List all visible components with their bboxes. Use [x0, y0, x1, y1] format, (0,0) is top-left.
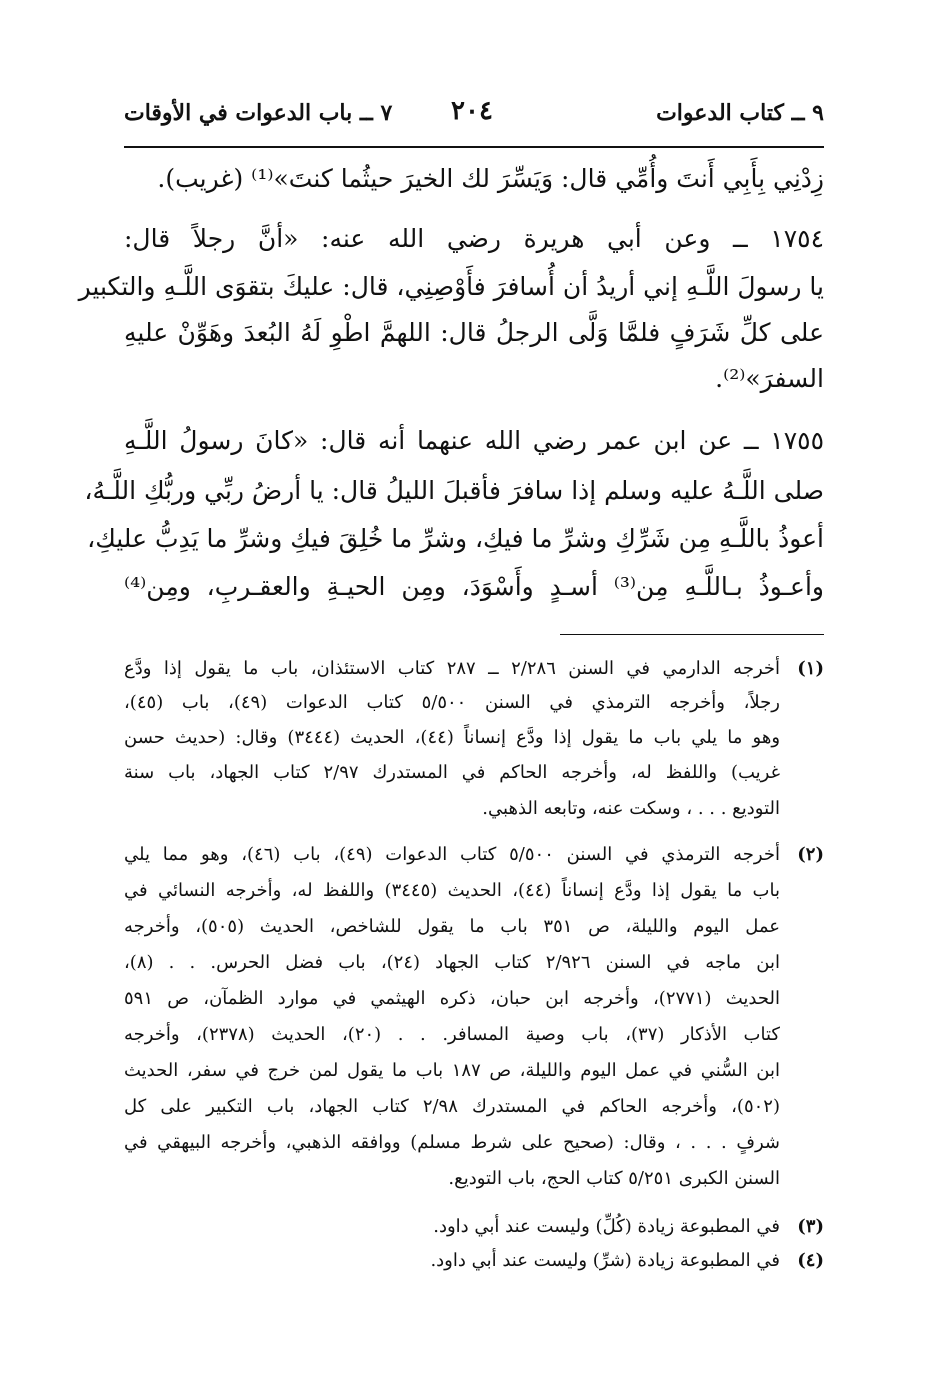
footnote-line: رجلاً، وأخرجه الترمذي في السنن ٥/٥٠٠ كتاب الدعوات (٤٩)، باب (٤٥)،	[124, 692, 780, 713]
footnote-line: غريب) واللفظ له، وأخرجه الحاكم في المستدرك ٢/٩٧ كتاب الجهاد، باب سنة	[124, 762, 780, 783]
footnote-line: (٥٠٢)، وأخرجه الحاكم في المستدرك ٢/٩٨ كتاب الجهاد، باب التكبير على كل	[124, 1096, 780, 1117]
footnote-mark: (٢)	[797, 844, 824, 865]
footnote-line: الحديث (٢٧٧١)، وأخرجه ابن حبان، ذكره الهيثمي في موارد الظمآن، ص ٥٩١	[124, 988, 780, 1009]
body-line: يا رسولَ اللَّـهِ إني أريدُ أن أُسافرَ فأَوْصِنِي، قال: عليكَ بتقوَى اللَّـهِ والتكبير	[78, 272, 824, 301]
chapter-title: ٩ ــ كتاب الدعوات	[656, 100, 824, 126]
footnote-line: في المطبوعة زيادة (كُلِّ) وليست عند أبي داود.	[433, 1216, 780, 1237]
hadith-1754-opening-line: ١٧٥٤ ــ وعن أبي هريرة رضي الله عنه: «أنَّ رجلاً قال:	[124, 224, 824, 253]
hadith-1755-opening-line: ١٧٥٥ ــ عن ابن عمر رضي الله عنهما أنه قال: «كانَ رسولُ اللَّـهِ	[124, 426, 824, 455]
section-title: ٧ ــ باب الدعوات في الأوقات	[124, 100, 393, 126]
footnote-mark: (٣)	[797, 1216, 824, 1237]
footnote-mark: (٤)	[797, 1250, 824, 1271]
body-line: أعوذُ باللَّـهِ مِن شَرِّكِ وشرِّ ما فيكِ، وشرِّ ما خُلِقَ فيكِ وشرِّ ما يَدِبُّ عليكِ،	[87, 524, 824, 553]
footnote-line: أخرجه الترمذي في السنن ٥/٥٠٠ كتاب الدعوات (٤٩)، باب (٤٦)، وهو مما يلي	[124, 844, 780, 865]
body-line: وأعـوذُ بـاللَّـهِ مِن⁽³⁾ أسـدٍ وأَسْوَدَ، ومِن الحيـةِ والعقـربِ، ومِن⁽⁴⁾	[124, 572, 824, 601]
footnote-line: باب ما يقول إذا ودَّع إنساناً (٤٤)، الحديث (٣٤٤٥) واللفظ له، وأخرجه النسائي في	[124, 880, 780, 901]
body-line: صلى اللَّـهُ عليه وسلم إذا سافرَ فأقبلَ الليلُ قال: يا أرضُ ربِّي وربُّكِ اللَّـهُ،	[84, 476, 824, 505]
header-rule	[124, 146, 824, 148]
footnote-line: شرفٍ . . . ، وقال: (صحيح على شرط مسلم) ووافقه الذهبي، وأخرجه البيهقي في	[124, 1132, 780, 1153]
footnote-line: السنن الكبرى ٥/٢٥١ كتاب الحج، باب التوديع.	[448, 1168, 780, 1189]
page-number: ٢٠٤	[451, 96, 493, 126]
body-line: السفرَ»⁽²⁾.	[715, 364, 824, 393]
footnote-line: كتاب الأذكار (٣٧)، باب وصية المسافر. . . (٢٠)، الحديث (٢٣٧٨)، وأخرجه	[124, 1024, 780, 1045]
footnote-line: ابن السُّني في عمل اليوم والليلة، ص ١٨٧ باب ما يقول لمن خرج في سفر، الحديث	[124, 1060, 780, 1081]
footnote-line: أخرجه الدارمي في السنن ٢/٢٨٦ ــ ٢٨٧ كتاب الاستئذان، باب ما يقول إذا ودَّع	[124, 658, 781, 679]
footnote-line: التوديع . . . ، وسكت عنه، وتابعه الذهبي.	[482, 798, 780, 819]
footnote-line: عمل اليوم والليلة، ص ٣٥١ باب ما يقول للشاخص، الحديث (٥٠٥)، وأخرجه	[124, 916, 781, 937]
footnote-separator	[560, 634, 824, 635]
body-line: على كلِّ شَرَفٍ فلمَّا وَلَّى الرجلُ قال: اللهمَّ اطْوِ لَهُ البُعدَ وهَوِّنْ عليهِ	[124, 318, 824, 347]
footnote-line: وهو ما يلي باب ما يقول إذا ودَّع إنساناً (٤٤)، الحديث (٣٤٤٤) وقال: (حديث حسن	[124, 727, 781, 748]
footnote-line: في المطبوعة زيادة (شرِّ) وليست عند أبي داود.	[430, 1250, 780, 1271]
footnote-mark: (١)	[797, 658, 824, 679]
body-line: زِدْنِي بِأَبِي أَنتَ وأُمِّي قال: وَيَسِّرَ لك الخيرَ حيثُما كنتَ»⁽¹⁾ (غريب).	[157, 164, 824, 193]
footnote-line: ابن ماجه في السنن ٢/٩٢٦ كتاب الجهاد (٢٤)، باب فضل الحرس. . . (٨)،	[124, 952, 780, 973]
